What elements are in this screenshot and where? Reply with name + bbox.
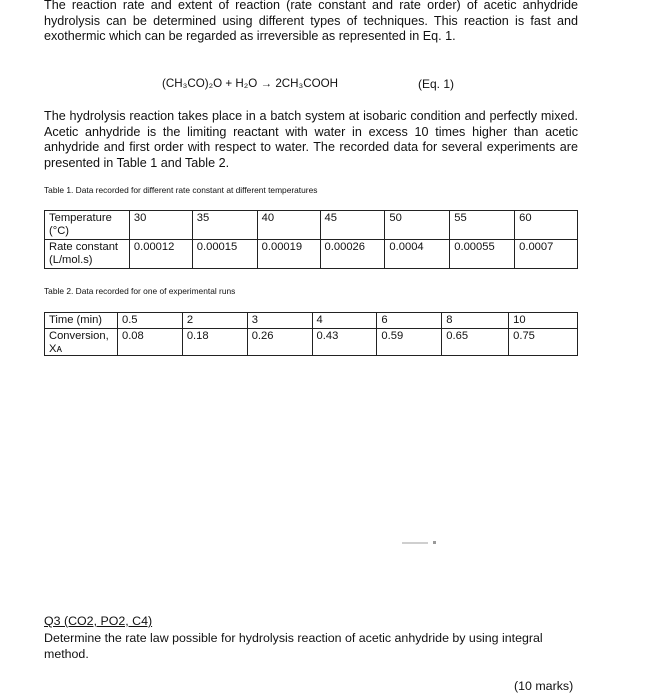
chemical-equation: [162, 77, 338, 90]
row-header-conversion: Conversion, Xᴀ: [45, 329, 118, 356]
table-cell: 0.08: [117, 329, 182, 356]
table-cell: 0.26: [247, 329, 312, 356]
table-cell: 0.0004: [385, 240, 450, 269]
rate-constant-table: [44, 210, 578, 269]
table-cell: 0.43: [312, 329, 377, 356]
table-cell: 0.18: [182, 329, 247, 356]
table-cell: 0.65: [442, 329, 509, 356]
table-cell: 55: [450, 211, 515, 240]
table-cell: 45: [320, 211, 385, 240]
table-cell: 50: [385, 211, 450, 240]
table-cell: 0.75: [509, 329, 578, 356]
table-cell: 0.00012: [129, 240, 192, 269]
table-cell: 0.59: [377, 329, 442, 356]
table-cell: 30: [129, 211, 192, 240]
description-paragraph: The hydrolysis reaction takes place in a batch system at isobaric condition and perfectly mixed. Acetic anhydride is the limiting reactant with water in excess 10 times higher than acetic anhydride and first order with respect to water. The recorded data for several experiments are presented in Table 1 and Table 2.: [44, 109, 578, 170]
table-cell: 2: [182, 313, 247, 329]
table-cell: 0.0007: [515, 240, 578, 269]
table-cell: 3: [247, 313, 312, 329]
table-cell: 6: [377, 313, 442, 329]
question-heading: Q3 (CO2, PO2, C4): [44, 614, 153, 628]
table-row: [45, 329, 578, 356]
table-cell: 35: [192, 211, 257, 240]
reaction-arrow-icon: →: [260, 77, 273, 90]
question-text: Determine the rate law possible for hydrolysis reaction of acetic anhydride by using integral method.: [44, 631, 543, 661]
table-cell: 0.00015: [192, 240, 257, 269]
row-header-time: Time (min): [45, 313, 118, 329]
equation-label: (Eq. 1): [418, 77, 455, 91]
row-header-rate-constant: Rate constant (L/mol.s): [45, 240, 130, 269]
equation-reactant-anhydride: (CH₃CO)₂O: [162, 77, 223, 90]
conversion-table: [44, 312, 578, 356]
table-cell: 0.00019: [257, 240, 320, 269]
row-header-temperature: Temperature (°C): [45, 211, 130, 240]
table-cell: 8: [442, 313, 509, 329]
scan-smudge: [402, 542, 428, 544]
table1-caption: Table 1. Data recorded for different rate constant at different temperatures: [44, 185, 318, 195]
equation-product: 2CH₃COOH: [275, 77, 339, 90]
table-row: [45, 240, 578, 269]
table-cell: 0.5: [117, 313, 182, 329]
equation-reactant-water: H₂O: [235, 77, 258, 90]
table-cell: 0.00026: [320, 240, 385, 269]
marks-label: (10 marks): [514, 679, 574, 693]
table-cell: 4: [312, 313, 377, 329]
table-cell: 10: [509, 313, 578, 329]
intro-paragraph: The reaction rate and extent of reaction (rate constant and rate order) of acetic anhydride hydrolysis can be determined using different types of techniques. This reaction is fast and exothermic which can be regarded as irreversible as represented in Eq. 1.: [44, 0, 578, 43]
table-row: [45, 313, 578, 329]
table-row: [45, 211, 578, 240]
scan-dot: [433, 541, 436, 544]
table-cell: 40: [257, 211, 320, 240]
table-cell: 0.00055: [450, 240, 515, 269]
table-cell: 60: [515, 211, 578, 240]
table2-caption: Table 2. Data recorded for one of experimental runs: [44, 286, 236, 296]
equation-plus-sign: +: [225, 77, 233, 90]
